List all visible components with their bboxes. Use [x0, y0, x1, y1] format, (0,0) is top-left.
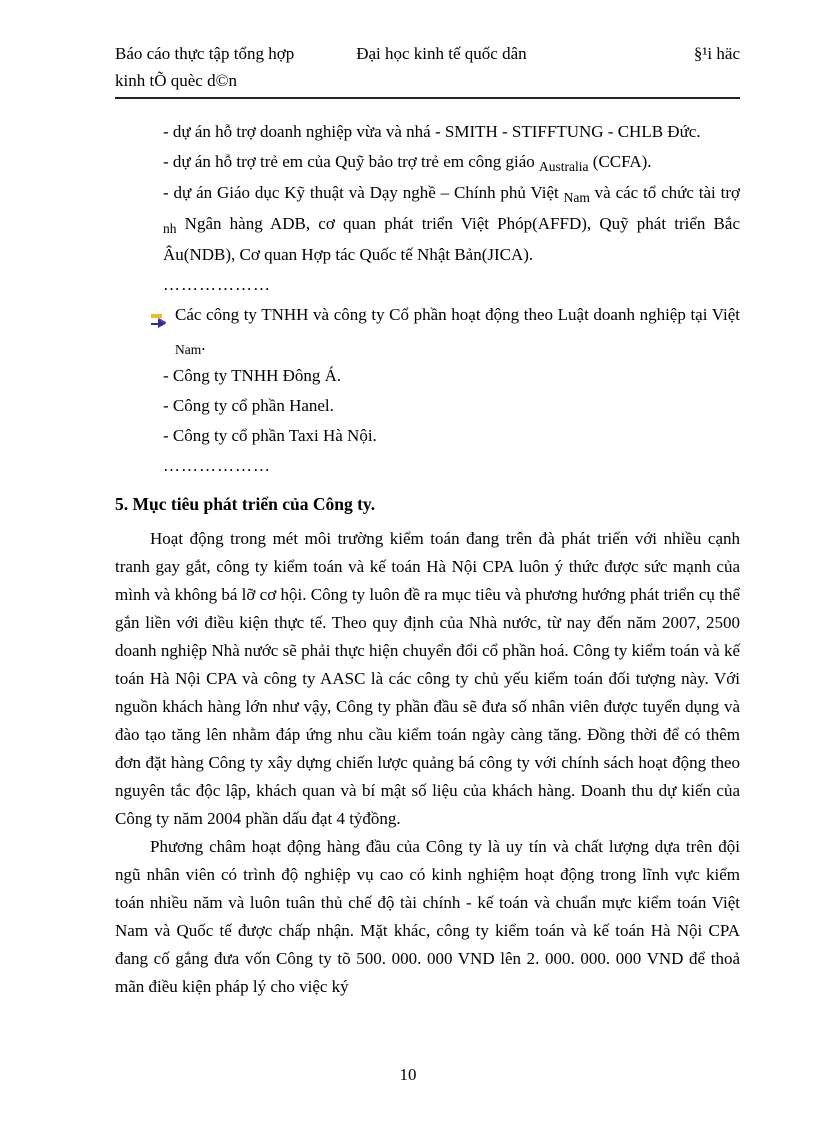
text-run: - dự án Giáo dục Kỹ thuật và Dạy nghề – Chính phủ Việt — [163, 183, 564, 202]
bullet-item-companies — [150, 300, 740, 361]
document-body — [115, 117, 740, 1001]
dotted-ellipsis-line: ……………… — [163, 456, 271, 475]
section-5-paragraph-2: Phương châm hoạt động hàng đầu của Công ty là uy tín và chất lượng dựa trên đội ngũ nhân viên có trình độ nghiệp vụ cao có kinh nghiệm hoạt động trong lĩnh vực kiểm toán nhiều năm và luôn tuân thủ chế độ tài chính - kế toán và chuẩn mực kiểm toán Việt Nam và Quốc tế được chấp nhận. Mặt khác, công ty kiểm toán và kế toán Hà Nội CPA đang cố gắng đưa vốn Công ty tõ 500. 000. 000 VND lên 2. 000. 000. 000 VND để thoả mãn điều kiện pháp lý cho việc ký — [115, 837, 740, 996]
header-line-2: kinh tÕ quèc d©n — [115, 71, 237, 90]
dotted-ellipsis-line: ……………… — [163, 275, 271, 294]
project-item-2 — [163, 147, 740, 178]
text-run: Các công ty TNHH và công ty Cổ phần hoạt động theo Luật doanh nghiệp tại Việt — [175, 305, 740, 324]
section-5-heading: 5. Mục tiêu phát triển của Công ty. — [115, 494, 376, 514]
page-number: 10 — [399, 1065, 417, 1084]
page-footer — [0, 1065, 816, 1085]
project-item-3 — [163, 178, 740, 270]
text-run: Ngân hàng ADB, cơ quan phát triển Việt Phóp(AFFD), Quỹ phát triển Bắc Âu(NDB), Cơ quan Hợp tác Quốc tế Nhật Bản(JICA). — [163, 214, 740, 264]
header-line-1 — [115, 40, 740, 67]
arrow-bullet-icon — [150, 308, 167, 323]
header-legacy-text: §¹i häc — [693, 44, 740, 63]
text-run: - dự án hỗ trợ trẻ em của Quỹ bảo trợ trẻ em công giáo — [163, 152, 540, 171]
text-run-sub: Australia — [539, 159, 589, 174]
company-item-1: - Công ty TNHH Đông Á. — [163, 366, 342, 385]
project-item-1: - dự án hỗ trợ doanh nghiệp vừa và nhá - SMITH - STIFFTUNG - CHLB Đức. — [163, 122, 701, 141]
company-item-2: - Công ty cổ phần Hanel. — [163, 396, 334, 415]
section-5-paragraph-1: Hoạt động trong mét môi trường kiểm toán đang trên đà phát triển với nhiều cạnh tranh gay gắt, công ty kiểm toán và kế toán Hà Nội CPA luôn ý thức được sức mạnh của mình và không bá lỡ cơ hội. Công ty luôn đề ra mục tiêu và phương hướng phát triển cụ thể gắn liền với điều kiện thực tế. Theo quy định của Nhà nước, từ nay đến năm 2007, 2500 doanh nghiệp Nhà nước sẽ phải thực hiện chuyển đổi cổ phần hoá. Công ty kiểm toán và kế toán Hà Nội CPA và công ty AASC là các công ty chủ yếu kiểm toán đối tượng này. Với nguồn khách hàng lớn như vậy, Công ty phần đầu sẽ đưa số nhân viên được tuyển dụng và đào tạo tăng lên nhằm đáp ứng nhu cầu kiểm toán ngày càng tăng. Đồng thời để có thêm đơn đặt hàng Công ty xây dựng chiến lược quảng bá công ty với chính sách hoạt động theo nguyên tắc độc lập, khách quan và bí mật số liệu của khách hàng. Doanh thu dự kiến của Công ty năm 2004 phần dấu đạt 4 tỷđồng. — [115, 529, 740, 828]
text-run: và các tổ chức tài trợ — [589, 183, 740, 202]
text-run-sub: nh — [163, 221, 177, 236]
text-run: . — [201, 335, 206, 354]
header-university-name: Đại học kinh tế quốc dân — [356, 44, 527, 63]
text-run-sub: Nam — [175, 342, 202, 357]
header-report-title: Báo cáo thực tập tổng hợp — [115, 44, 295, 63]
text-run-sub: Nam — [563, 190, 590, 205]
text-run: (CCFA). — [588, 152, 652, 171]
company-item-3: - Công ty cổ phần Taxi Hà Nội. — [163, 426, 377, 445]
page-header — [115, 40, 740, 99]
